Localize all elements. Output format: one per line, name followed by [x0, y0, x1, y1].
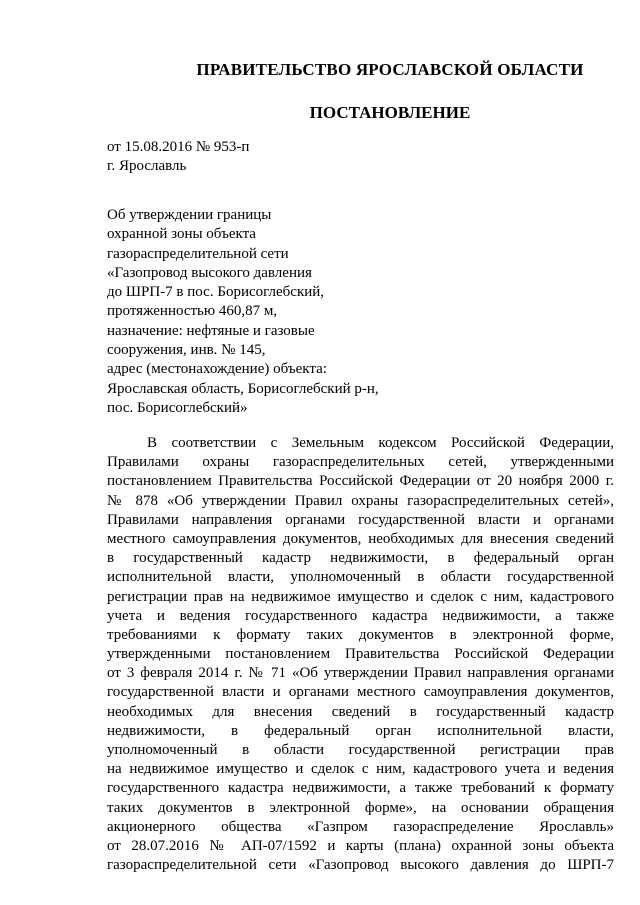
- body-line: таких документов в электронной форме», на основании обращения: [107, 799, 614, 816]
- organization-title: ПРАВИТЕЛЬСТВО ЯРОСЛАВСКОЙ ОБЛАСТИ: [196, 60, 584, 79]
- body-line: постановлением Правительства Российской Федерации от 20 ноября 2000 г.: [107, 473, 614, 490]
- body-line: от 28.07.2016 № АП-07/1592 и карты (плана) охранной зоны объекта: [107, 837, 614, 854]
- document-type-title: ПОСТАНОВЛЕНИЕ: [309, 103, 471, 122]
- body-line: Правилами направления органами государственной власти и органами: [107, 511, 614, 528]
- body-line: в государственный кадастр недвижимости, в федеральный орган: [107, 550, 614, 567]
- body-line: местного самоуправления документов, необходимых для внесения сведений: [107, 530, 614, 547]
- subject-line: «Газопровод высокого давления: [107, 264, 312, 281]
- body-line: государственного кадастра недвижимости, а также требований к формату: [107, 780, 614, 797]
- body-paragraph: [107, 434, 614, 875]
- body-line: государственной власти и органами местного самоуправления документов,: [107, 684, 614, 701]
- subject-line: протяженностью 460,87 м,: [107, 303, 278, 320]
- body-line: требованиями к формату таких документов в электронной форме,: [107, 626, 614, 643]
- subject-line: назначение: нефтяные и газовые: [107, 322, 315, 339]
- subject-line: газораспределительной сети: [107, 245, 289, 262]
- city: г. Ярославль: [107, 158, 187, 174]
- document-meta: [107, 138, 249, 176]
- body-line: № 878 «Об утверждении Правил охраны газораспределительных сетей»,: [107, 492, 614, 509]
- date-number: от 15.08.2016 № 953-п: [107, 139, 250, 155]
- body-line: газораспределительной сети «Газопровод высокого давления до ШРП-7: [107, 857, 614, 874]
- subject-line: сооружения, инв. № 145,: [107, 342, 266, 359]
- subject-line: до ШРП-7 в пос. Борисоглебский,: [107, 284, 325, 301]
- body-line: от 3 февраля 2014 г. № 71 «Об утверждении Правил направления органами: [107, 665, 614, 682]
- body-line: уполномоченный в области государственной регистрации прав: [107, 742, 614, 758]
- body-line: утвержденными постановлением Правительства Российской Федерации: [107, 646, 614, 663]
- body-line: на недвижимое имущество и сделок с ним, кадастрового учета и ведения: [107, 761, 614, 778]
- body-line: регистрации прав на недвижимое имущество и сделок с ним, кадастрового: [107, 588, 614, 605]
- subject-line: охранной зоны объекта: [107, 226, 256, 243]
- subject-line: Об утверждении границы: [107, 207, 272, 223]
- body-line: исполнительной власти, уполномоченный в области государственной: [107, 569, 614, 586]
- body-line: акционерного общества «Газпром газораспределение Ярославль»: [107, 818, 614, 835]
- body-line: необходимых для внесения сведений в государственный кадастр: [107, 703, 614, 720]
- body-line: Правилами охраны газораспределительных сетей, утвержденными: [107, 454, 614, 471]
- document-subject: [107, 206, 379, 418]
- subject-line: Ярославская область, Борисоглебский р-н,: [107, 380, 379, 397]
- body-line: учета и ведения государственного кадастра недвижимости, а также: [107, 607, 614, 624]
- subject-line: адрес (местонахождение) объекта:: [107, 361, 327, 378]
- body-line: В соответствии с Земельным кодексом Российской Федерации,: [147, 435, 614, 451]
- body-line: недвижимости, в федеральный орган исполнительной власти,: [107, 722, 614, 739]
- subject-line: пос. Борисоглебский»: [107, 399, 248, 416]
